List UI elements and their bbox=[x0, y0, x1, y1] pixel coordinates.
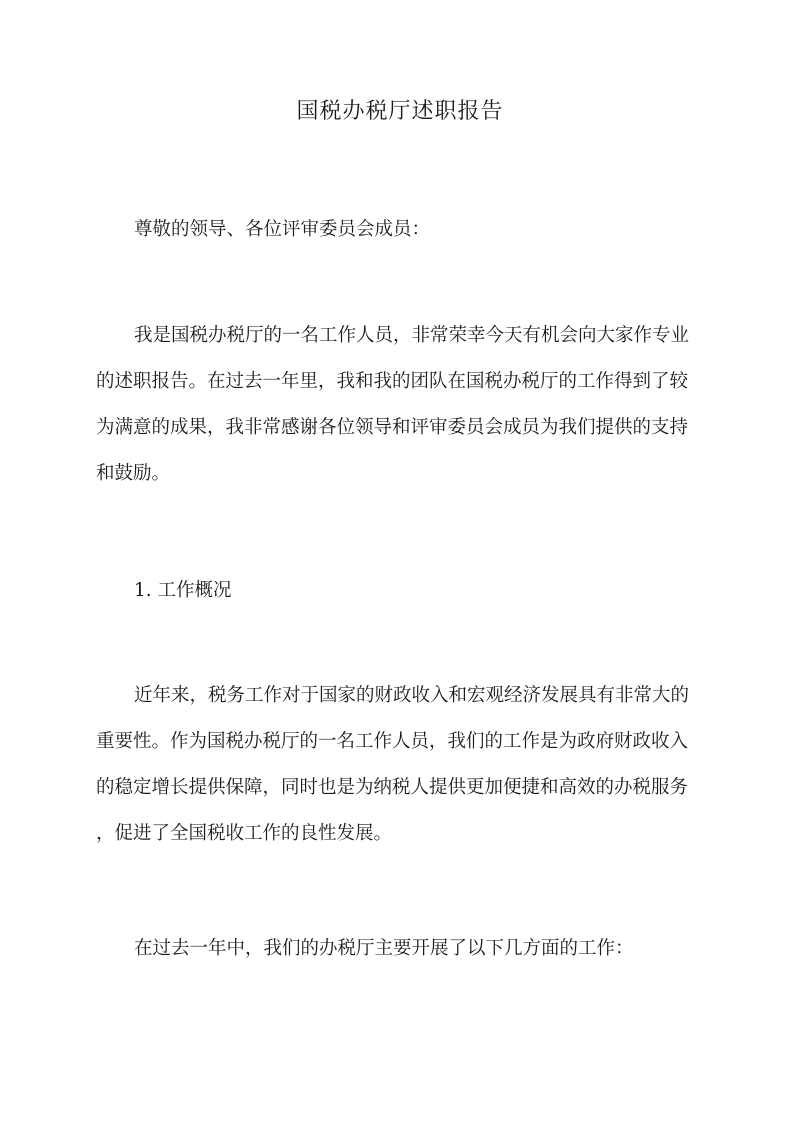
intro-line-3: 为满意的成果，我非常感谢各位领导和评审委员会成员为我们提供的支持 bbox=[96, 417, 689, 438]
work-intro: 在过去一年中，我们的办税厅主要开展了以下几方面的工作： bbox=[134, 938, 634, 959]
intro-line-4: 和鼓励。 bbox=[96, 463, 171, 484]
overview-line-4: ，促进了全国税收工作的良性发展。 bbox=[96, 823, 393, 844]
section-1-heading: 1. 工作概况 bbox=[134, 580, 232, 601]
intro-line-1: 我是国税办税厅的一名工作人员，非常荣幸今天有机会向大家作专业 bbox=[134, 325, 690, 346]
overview-line-1: 近年来，税务工作对于国家的财政收入和宏观经济发展具有非常大的 bbox=[134, 685, 690, 706]
overview-line-2: 重要性。作为国税办税厅的一名工作人员，我们的工作是为政府财政收入 bbox=[96, 731, 689, 752]
salutation: 尊敬的领导、各位评审委员会成员： bbox=[134, 219, 431, 240]
document-title: 国税办税厅述职报告 bbox=[296, 99, 504, 124]
intro-line-2: 的述职报告。在过去一年里，我和我的团队在国税办税厅的工作得到了较 bbox=[96, 371, 689, 392]
overview-line-3: 的稳定增长提供保障，同时也是为纳税人提供更加便捷和高效的办税服务 bbox=[96, 777, 689, 798]
